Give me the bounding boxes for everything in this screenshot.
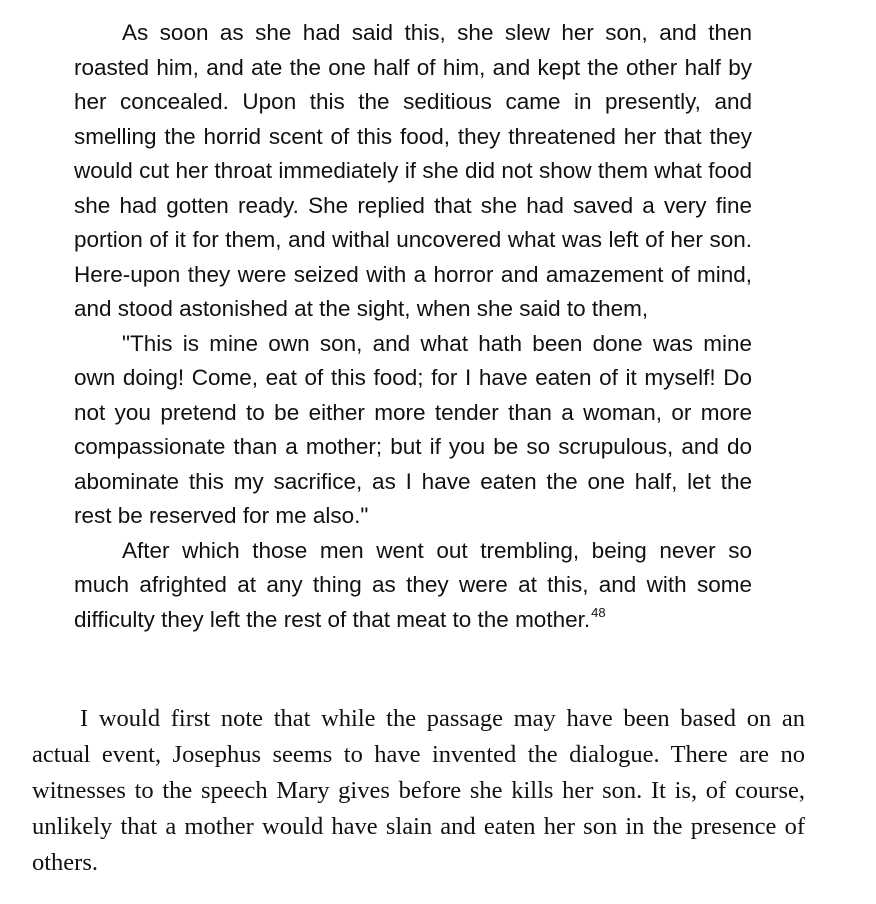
quote-paragraph-3-text: After which those men went out trembling, being never so much afrighted at any thing as they were at this, and with some difficulty they left the rest of that meat to the mother. (74, 537, 752, 632)
quote-paragraph-1: As soon as she had said this, she slew her son, and then roasted him, and ate the one half of him, and kept the other half by her concealed. Upon this the seditious came in presently, and smelling the horrid scent of this food, they threatened her that they would cut her throat immediately if she did not show them what food she had gotten ready. She replied that she had saved a very fine portion of it for them, and withal uncovered what was left of her son. Here-upon they were seized with a horror and amazement of mind, and stood astonished at the sight, when she said to them, (74, 20, 752, 321)
commentary-text (32, 701, 805, 881)
block-quote (74, 16, 752, 637)
quote-paragraph-3 (74, 534, 752, 638)
quote-paragraph-2: "This is mine own son, and what hath been done was mine own doing! Come, eat of this food; for I have eaten of it myself! Do not you pretend to be either more tender than a woman, or more compassionate than a mother; but if you be so scrupulous, and do abominate this my sacrifice, as I have eaten the one half, let the rest be reserved for me also." (74, 330, 752, 528)
commentary-paragraph: I would first note that while the passage may have been based on an actual event, Josephus seems to have invented the dialogue. There are no witnesses to the speech Mary gives before she kills her son. It is, of course, unlikely that a mother would have slain and eaten her son in the presence of others. (32, 705, 805, 876)
footnote-reference[interactable]: 48 (591, 604, 606, 620)
